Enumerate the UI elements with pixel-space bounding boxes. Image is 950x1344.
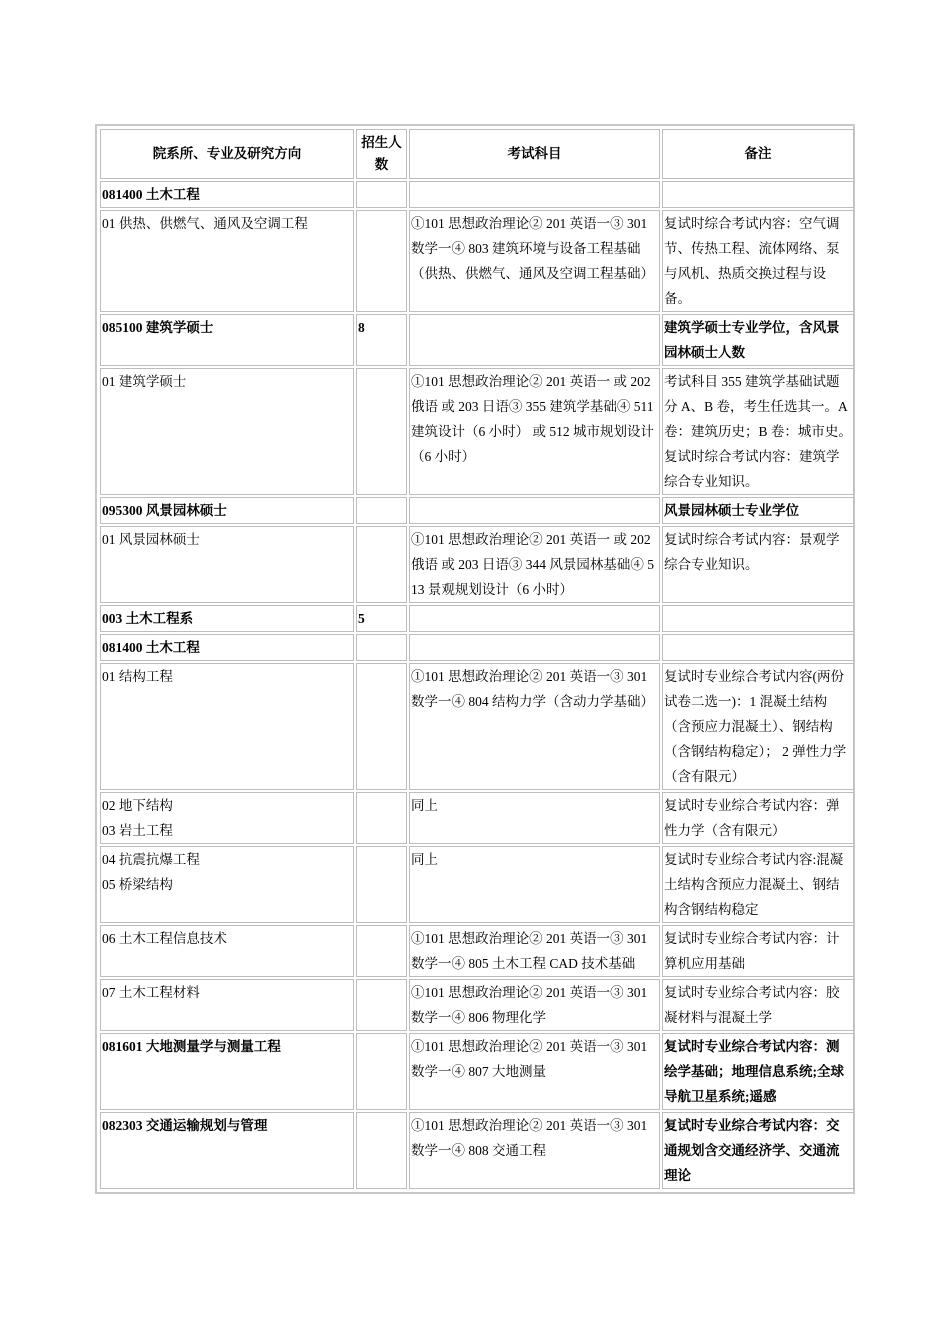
table-row [100, 925, 854, 977]
department-text: 003 土木工程系 [102, 611, 194, 626]
exam-subjects-cell: ①101 思想政治理论② 201 英语一 或 202 俄语 或 203 日语③ 355 建筑学基础④ 511 建筑设计（6 小时） 或 512 城市规划设计（6 小时） [409, 368, 660, 495]
enrollment-cell: 5 [356, 605, 407, 632]
department-cell [100, 846, 354, 923]
admissions-table [98, 127, 856, 1191]
table-row [100, 368, 854, 495]
department-cell [100, 210, 354, 312]
enrollment-cell [356, 663, 407, 790]
notes-cell: 复试时专业综合考试内容：计算机应用基础 [662, 925, 854, 977]
department-text: 01 结构工程 [102, 669, 173, 684]
table-row [100, 846, 854, 923]
table-row [100, 634, 854, 661]
department-cell [100, 979, 354, 1031]
notes-cell: 复试时专业综合考试内容：测绘学基础；地理信息系统;全球导航卫星系统;遥感 [662, 1033, 854, 1110]
department-text: 082303 交通运输规划与管理 [102, 1118, 268, 1133]
department-text: 081601 大地测量学与测量工程 [102, 1039, 281, 1054]
table-row [100, 1112, 854, 1189]
exam-subjects-cell: ①101 思想政治理论② 201 英语一③ 301 数学一④ 805 土木工程 CAD 技术基础 [409, 925, 660, 977]
table-row [100, 605, 854, 632]
notes-cell: 风景园林硕士专业学位 [662, 497, 854, 524]
notes-cell: 复试时专业综合考试内容：弹性力学（含有限元） [662, 792, 854, 844]
header-row [100, 129, 854, 179]
department-text: 081400 土木工程 [102, 640, 200, 655]
enrollment-cell [356, 846, 407, 923]
table-row [100, 663, 854, 790]
exam-subjects-cell: ①101 思想政治理论② 201 英语一③ 301 数学一④ 808 交通工程 [409, 1112, 660, 1189]
enrollment-cell [356, 1112, 407, 1189]
exam-subjects-cell: ①101 思想政治理论② 201 英语一③ 301 数学一④ 803 建筑环境与设备工程基础（供热、供燃气、通风及空调工程基础） [409, 210, 660, 312]
notes-cell: 建筑学硕士专业学位，含风景园林硕士人数 [662, 314, 854, 366]
exam-subjects-cell: ①101 思想政治理论② 201 英语一③ 301 数学一④ 807 大地测量 [409, 1033, 660, 1110]
exam-subjects-cell [409, 634, 660, 661]
department-text: 05 桥梁结构 [102, 877, 173, 892]
table-row [100, 526, 854, 603]
enrollment-cell [356, 526, 407, 603]
department-text: 01 风景园林硕士 [102, 532, 200, 547]
notes-cell: 复试时综合考试内容：空气调节、传热工程、流体网络、泵与风机、热质交换过程与设备。 [662, 210, 854, 312]
department-cell [100, 497, 354, 524]
department-text: 07 土木工程材料 [102, 985, 200, 1000]
department-cell [100, 314, 354, 366]
enrollment-cell [356, 210, 407, 312]
enrollment-cell: 8 [356, 314, 407, 366]
table-row [100, 314, 854, 366]
exam-subjects-cell: ①101 思想政治理论② 201 英语一③ 301 数学一④ 806 物理化学 [409, 979, 660, 1031]
exam-subjects-cell [409, 181, 660, 208]
table-row [100, 181, 854, 208]
department-cell [100, 368, 354, 495]
exam-subjects-cell: ①101 思想政治理论② 201 英语一③ 301 数学一④ 804 结构力学（含动力学基础） [409, 663, 660, 790]
notes-cell: 复试时专业综合考试内容(两份试卷二选一)：1 混凝土结构（含预应力混凝土）、钢结构（含钢结构稳定）； 2 弹性力学（含有限元） [662, 663, 854, 790]
table-row [100, 792, 854, 844]
enrollment-cell [356, 181, 407, 208]
department-text: 02 地下结构 [102, 798, 173, 813]
department-cell [100, 663, 354, 790]
table-row [100, 210, 854, 312]
header-enrollment: 招生人数 [356, 129, 407, 179]
department-text: 03 岩土工程 [102, 823, 173, 838]
enrollment-cell [356, 925, 407, 977]
department-text: 01 建筑学硕士 [102, 374, 187, 389]
notes-cell: 复试时专业综合考试内容:混凝土结构含预应力混凝土、钢结构含钢结构稳定 [662, 846, 854, 923]
department-text: 01 供热、供燃气、通风及空调工程 [102, 216, 308, 231]
table-row [100, 979, 854, 1031]
enrollment-cell [356, 1033, 407, 1110]
notes-cell: 复试时综合考试内容：景观学综合专业知识。 [662, 526, 854, 603]
notes-cell [662, 605, 854, 632]
exam-subjects-cell: 同上 [409, 846, 660, 923]
department-cell [100, 181, 354, 208]
department-cell [100, 634, 354, 661]
department-text: 095300 风景园林硕士 [102, 503, 227, 518]
notes-cell [662, 181, 854, 208]
department-cell [100, 1112, 354, 1189]
department-cell [100, 526, 354, 603]
exam-subjects-cell: 同上 [409, 792, 660, 844]
table-body [100, 181, 854, 1189]
notes-cell: 复试时专业综合考试内容：交通规划含交通经济学、交通流理论 [662, 1112, 854, 1189]
enrollment-cell [356, 634, 407, 661]
exam-subjects-cell [409, 497, 660, 524]
exam-subjects-cell [409, 314, 660, 366]
department-cell [100, 605, 354, 632]
exam-subjects-cell [409, 605, 660, 632]
department-text: 085100 建筑学硕士 [102, 320, 214, 335]
exam-subjects-cell: ①101 思想政治理论② 201 英语一 或 202 俄语 或 203 日语③ 344 风景园林基础④ 513 景观规划设计（6 小时） [409, 526, 660, 603]
admissions-table-frame [95, 124, 855, 1194]
notes-cell [662, 634, 854, 661]
department-text: 06 土木工程信息技术 [102, 931, 227, 946]
notes-cell: 考试科目 355 建筑学基础试题分 A、B 卷，考生任选其一。A 卷：建筑历史；B 卷：城市史。复试时综合考试内容：建筑学综合专业知识。 [662, 368, 854, 495]
department-cell [100, 792, 354, 844]
notes-cell: 复试时专业综合考试内容：胶凝材料与混凝土学 [662, 979, 854, 1031]
department-cell [100, 925, 354, 977]
department-text: 081400 土木工程 [102, 187, 200, 202]
header-department: 院系所、专业及研究方向 [100, 129, 354, 179]
department-cell [100, 1033, 354, 1110]
table-row [100, 1033, 854, 1110]
enrollment-cell [356, 497, 407, 524]
enrollment-cell [356, 368, 407, 495]
header-exam-subjects: 考试科目 [409, 129, 660, 179]
header-notes: 备注 [662, 129, 854, 179]
table-row [100, 497, 854, 524]
department-text: 04 抗震抗爆工程 [102, 852, 200, 867]
enrollment-cell [356, 979, 407, 1031]
enrollment-cell [356, 792, 407, 844]
